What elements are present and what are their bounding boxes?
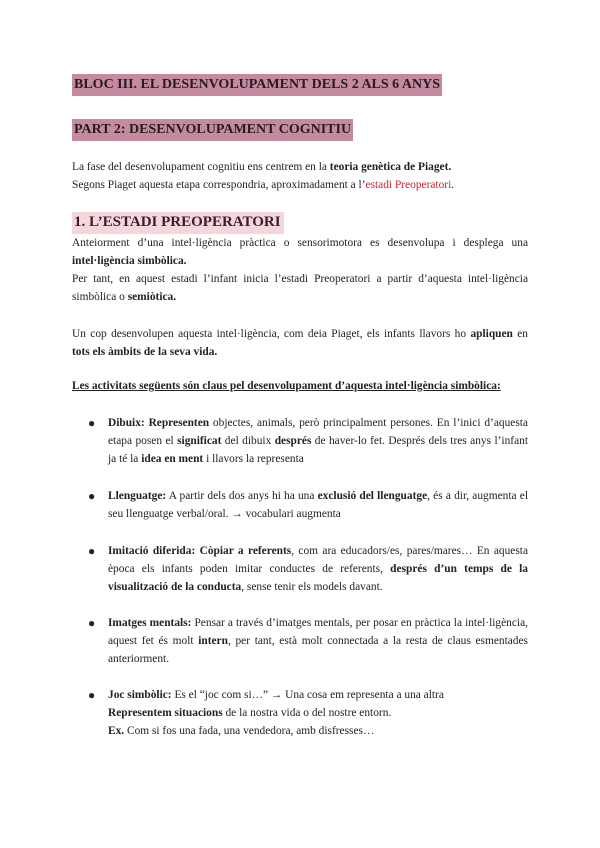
list-item-joc: Joc simbòlic: Es el “joc com si…” → Una cosa em representa a una altra Representem situacions de la nostra vida o del nostre entorn. Ex. Com si fos una fada, una vendedora, amb disfresses… [108,689,444,737]
list-item-llenguatge: Llenguatge: A partir dels dos anys hi ha una exclusió del llenguatge, és a dir, augmenta el seu llenguatge verbal/oral. → vocabulari augmenta [108,490,528,520]
part-heading: PART 2: DESENVOLUPAMENT COGNITIU [72,119,353,141]
bullet-icon: ● [88,544,96,558]
section-heading: 1. L’ESTADI PREOPERATORI [72,212,284,234]
bullet-icon: ● [88,688,96,702]
list-item-imitacio: Imitació diferida: Còpiar a referents, com ara educadors/es, pares/mares… En aquesta època els infants poden imitar conductes de referents, després d’un temps de la visualització de la conducta, sense tenir els models davant. [108,545,529,593]
bloc-heading: BLOC III. EL DESENVOLUPAMENT DELS 2 ALS 6 ANYS [72,74,442,96]
paragraph-2: Un cop desenvolupen aquesta intel·ligència, com deia Piaget, els infants llavors ho apliquen en tots els àmbits de la seva vida. [72,328,528,358]
paragraph-1: Anteiorment d’una intel·ligència pràctica o sensorimotora es desenvolupa i desplega una intel·ligència simbòlica. Per tant, en aquest estadi l’infant inicia l’estadi Preoperatori a partir d’aquesta intel·ligència simbòlica o semiòtica. [72,237,528,303]
list-item-imatges: Imatges mentals: Pensar a través d’imatges mentals, per posar en pràctica la intel·ligència, aquest fet és molt intern, per tant, està molt connectada a la resta de claus esmentades anteriorment. [108,617,529,665]
intro-paragraph: La fase del desenvolupament cognitiu ens centrem en la teoria genètica de Piaget. Segons Piaget aquesta etapa correspondria, aproximadament a l’estadi Preoperatori. [72,161,455,191]
bullet-icon: ● [88,416,96,430]
activities-title: Les activitats següents són claus pel desenvolupament d’aquesta intel·ligència simbòlica: [72,380,501,392]
bullet-icon: ● [88,616,96,630]
list-item-dibuix: Dibuix: Representen objectes, animals, però principalment persones. En l’inici d’aquesta etapa posen el significat del dibuix després de haver-lo fet. Després dels tres anys l’infant ja té la idea en ment i llavors la representa [108,417,528,465]
bullet-icon: ● [88,489,96,503]
